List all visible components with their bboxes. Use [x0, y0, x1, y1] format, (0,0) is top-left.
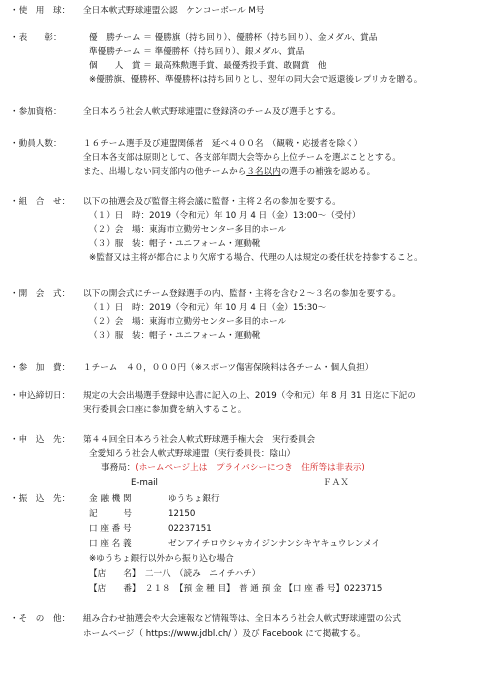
bank-key: 金 融 機 関 — [89, 494, 132, 504]
fee-label: ・参 加 費： — [10, 363, 71, 373]
award-note: ※優勝旗、優勝杯、準優勝杯は持ち回りとし、翌年の同大会で返還後レプリカを贈る。 — [89, 75, 423, 85]
drawing-line: （３）服 装：帽子・ユニフォーム・運動靴 — [89, 239, 261, 249]
other-label: ・そ の 他： — [10, 614, 71, 624]
other-line: 組み合わせ抽選会や大会速報など情報等は、全日本ろう社会人軟式野球連盟の公式 — [83, 614, 401, 624]
ball-label: ・使 用 球： — [10, 6, 71, 16]
symbol-key: 記 号 — [89, 509, 132, 519]
eligibility-text: 全日本ろう社会人軟式野球連盟に登録済のチーム及び選手とする。 — [83, 107, 341, 117]
award-line: 個 人 賞 ＝ 最高殊勲選手賞、最優秀投手賞、敢闘賞 他 — [89, 61, 327, 71]
drawing-label: ・組 合 せ： — [10, 197, 71, 207]
deadline-label: ・申込締切日： — [10, 391, 71, 401]
drawing-note: ※監督又は主将が都合により欠席する場合、代理の人は規定の委任状を持参すること。 — [89, 253, 423, 263]
deadline-line: 実行委員会口座に参加費を納入すること。 — [83, 405, 247, 415]
office-privacy-note: (ホームページ上は プライバシーにつき 住所等は非表示) — [135, 463, 365, 473]
opening-label: ・開 会 式： — [10, 289, 71, 299]
fax-label: ＦＡＸ — [323, 478, 349, 488]
account-name-key: 口 座 名 義 — [89, 539, 132, 549]
opening-line: （１）日 時：2019（令和元）年 10 月 4 日（金）15:30〜 — [89, 303, 327, 313]
other-line: ホームページ（ https://www.jdbl.ch/ ）及び Facebook にて掲載する。 — [83, 629, 366, 639]
ball-text: 全日本軟式野球連盟公認 ケンコーボール M号 — [83, 6, 265, 16]
office-label: 事務局： — [101, 463, 136, 473]
account-no-key: 口 座 番 号 — [89, 524, 132, 534]
mobilization-line3-underlined: ３名以内 — [246, 167, 281, 177]
email-label: E-mail — [131, 478, 158, 488]
mobilization-line — [83, 167, 375, 178]
drawing-line: 以下の抽選会及び監督主将会議に監督・主将２名の参加を要する。 — [83, 197, 341, 207]
drawing-line: （２）会 場：東海市立勤労センター多目的ホール — [89, 225, 287, 235]
deadline-line: 規定の大会出場選手登録申込書に記入の上、2019（令和元）年 8 月 31 日迄に下記の — [83, 391, 416, 401]
account-no-value: 02237151 — [168, 524, 212, 534]
mobilization-line3-pre: また、出場しない同支部内の他チームから — [83, 167, 247, 177]
store-number: 【店 番】 ２１８ 【預 金 種 目】 普 通 預 金 【口 座 番 号】0223715 — [89, 584, 383, 594]
mobilization-label: ・動員人数： — [10, 139, 62, 149]
bank-value: ゆうちょ銀行 — [168, 494, 220, 504]
account-name-value: ゼンアイチロウシャカイジンナンシキヤキュウレンメイ — [168, 539, 381, 549]
eligibility-label: ・参加資格： — [10, 107, 62, 117]
mobilization-line: １６チーム選手及び連盟関係者 延べ４００名 （観戦・応援者を除く） — [83, 139, 363, 149]
apply-line: 第４４回全日本ろう社会人軟式野球選手権大会 実行委員会 — [83, 435, 316, 445]
store-name: 【店 名】 二一八 （読み ニイチハチ） — [89, 569, 261, 579]
transfer-note: ※ゆうちょ銀行以外から振り込む場合 — [89, 554, 234, 564]
mobilization-line: 全日本各支部は原則として、各支部年間大会等から上位チームを選ぶこととする。 — [83, 153, 401, 163]
award-line: 準優勝チーム ＝ 準優勝杯（持ち回り）、銀メダル、賞品 — [89, 47, 305, 57]
transfer-label: ・振 込 先： — [10, 494, 71, 504]
drawing-line: （１）日 時：2019（令和元）年 10 月 4 日（金）13:00〜（受付） — [89, 211, 361, 221]
award-label: ・表 彰： — [10, 33, 62, 43]
apply-line: 全愛知ろう社会人軟式野球連盟（実行委員長：陰山） — [89, 449, 296, 459]
opening-line: 以下の開会式にチーム登録選手の内、監督・主将を含む２〜３名の参加を要する。 — [83, 289, 401, 299]
apply-label: ・申 込 先： — [10, 435, 71, 445]
symbol-value: 12150 — [168, 509, 196, 519]
fee-text: １チーム ４０，０００円（※スポーツ傷害保険料は各チーム・個人負担） — [83, 363, 374, 373]
opening-line: （３）服 装：帽子・ユニフォーム・運動靴 — [89, 331, 261, 341]
award-line: 優 勝チーム ＝ 優勝旗（持ち回り）、優勝杯（持ち回り）、金メダル、賞品 — [89, 33, 378, 43]
opening-line: （２）会 場：東海市立勤労センター多目的ホール — [89, 317, 287, 327]
apply-office-line — [101, 463, 365, 474]
mobilization-line3-post: の選手の補強を認める。 — [280, 167, 376, 177]
